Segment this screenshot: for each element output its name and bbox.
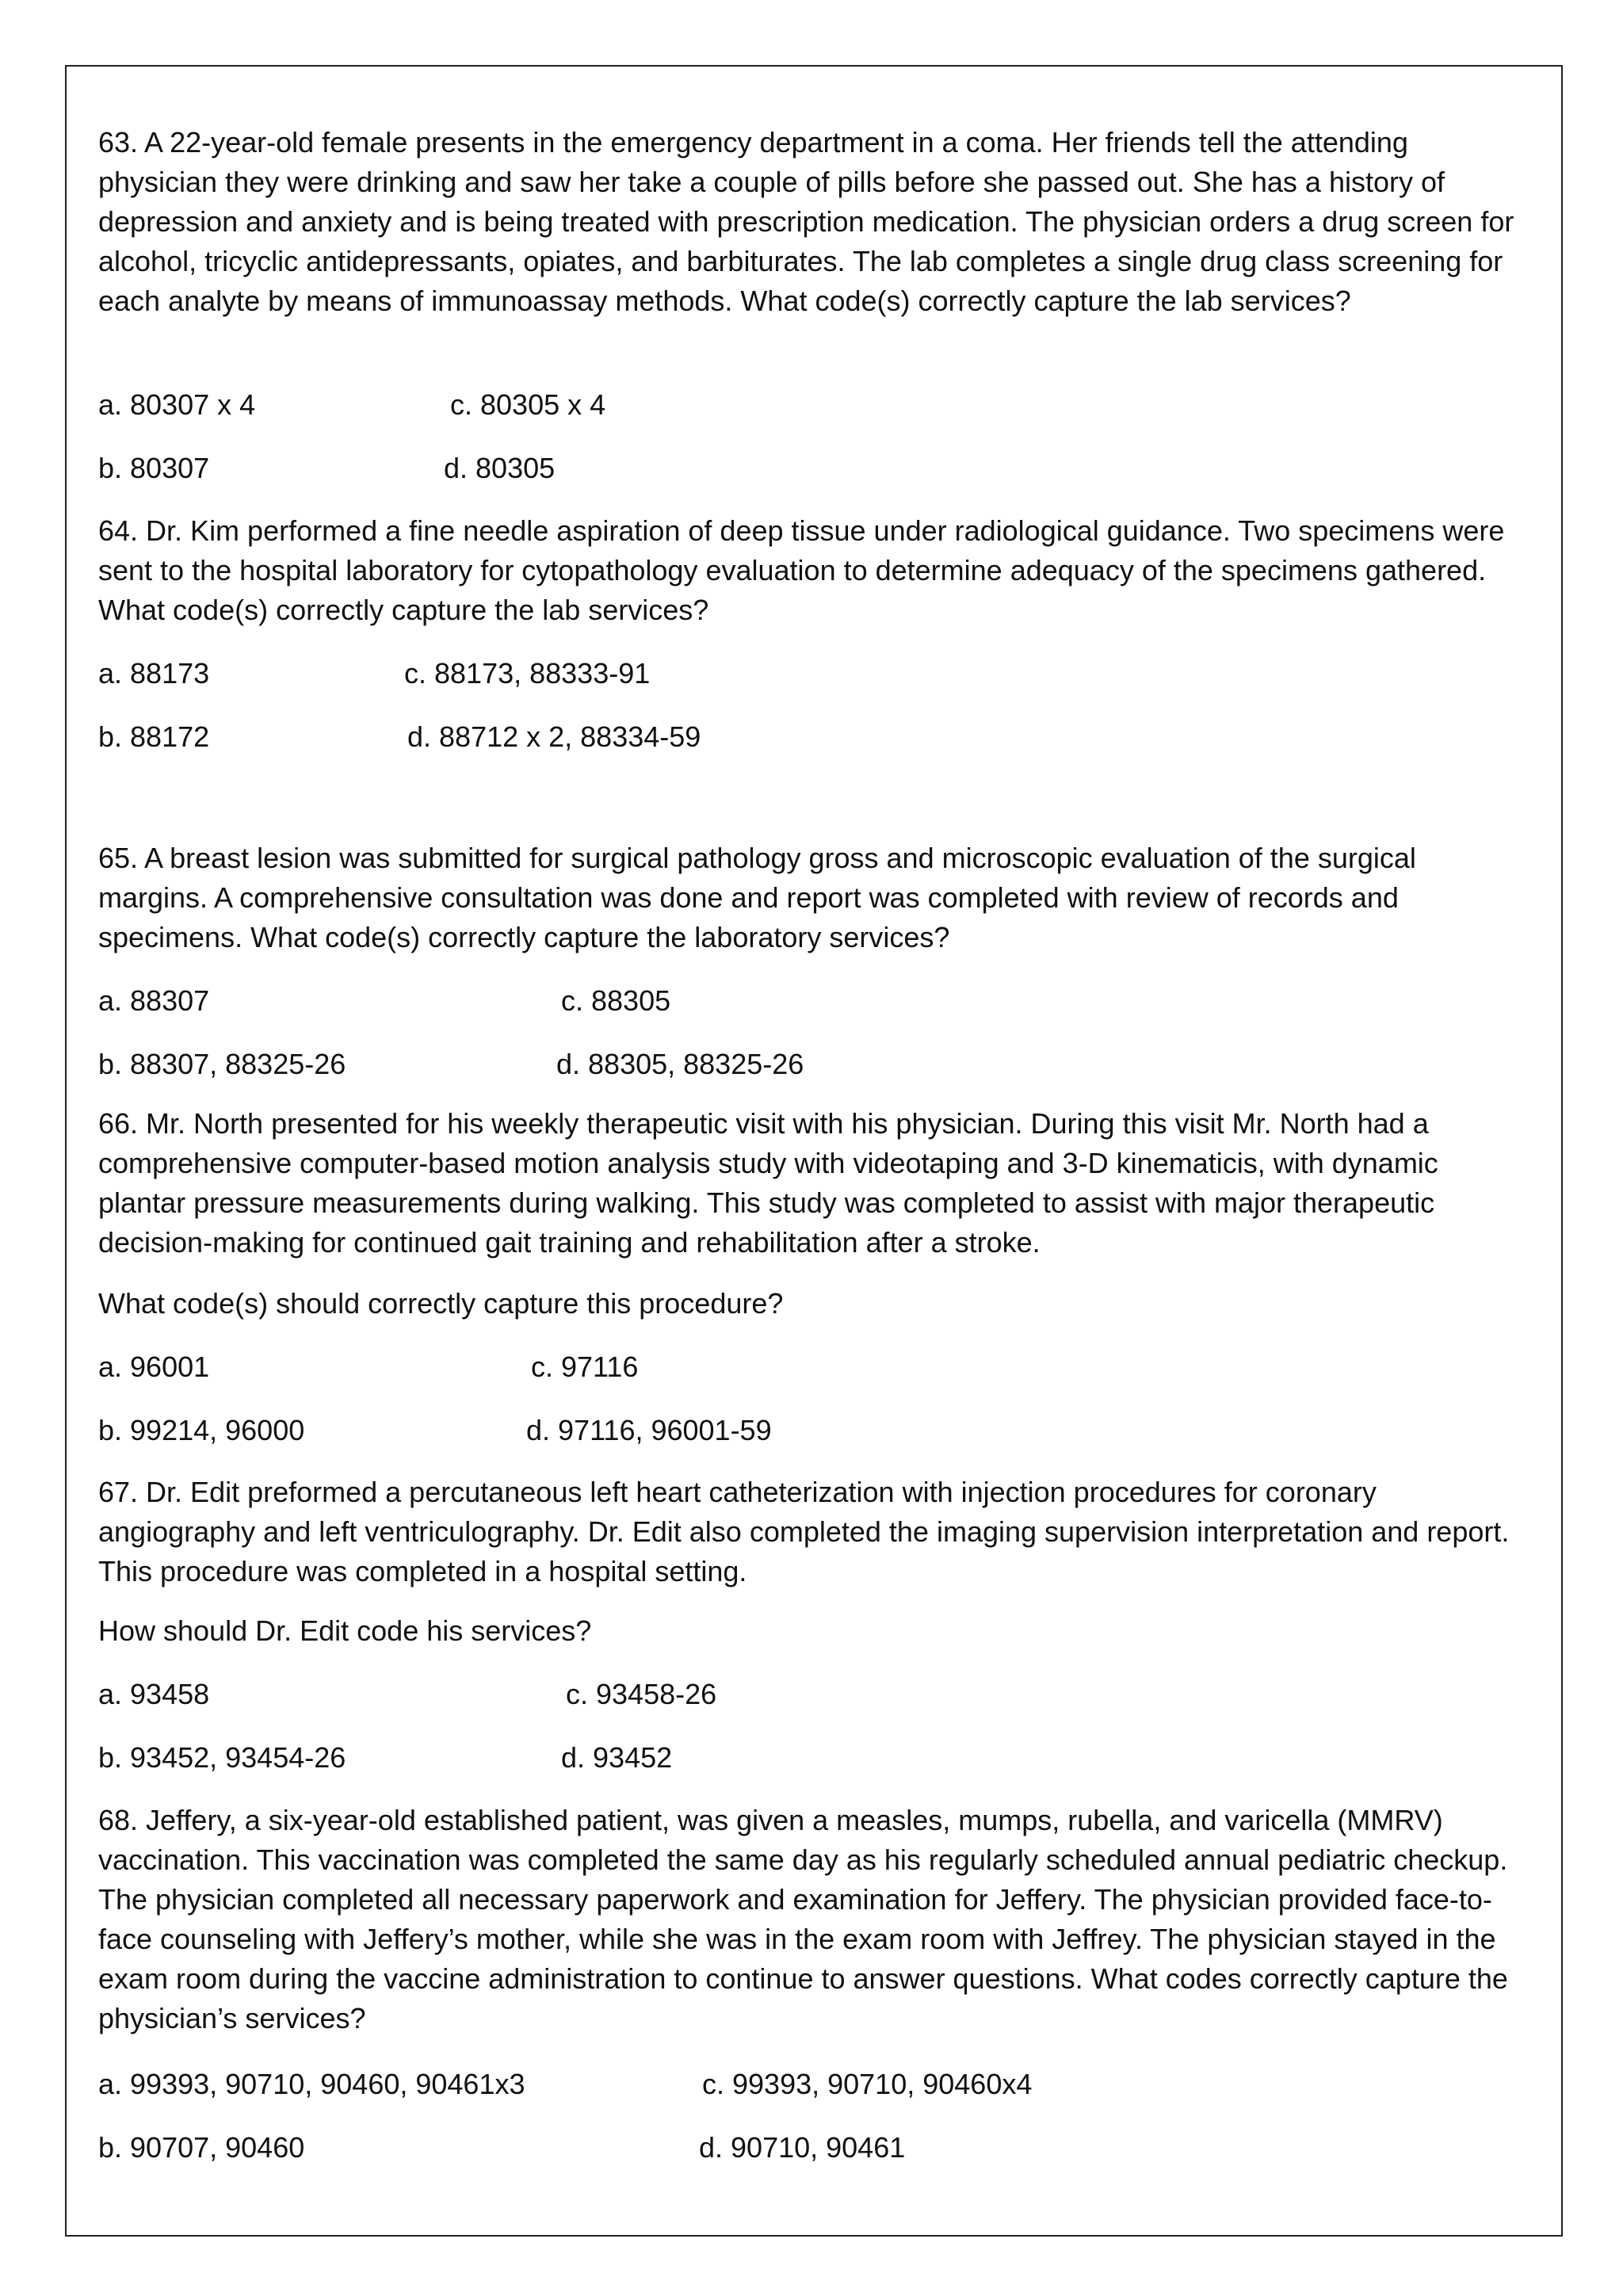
question-66-option-c: c. 97116 <box>531 1350 639 1383</box>
question-66-option-a: a. 96001 <box>98 1350 210 1383</box>
question-66-prompt: What code(s) should correctly capture this procedure? <box>98 1287 784 1320</box>
question-63-option-a: a. 80307 x 4 <box>98 388 256 421</box>
question-67-stem: 67. Dr. Edit preformed a percutaneous left heart catheterization with injection procedures for coronary angiography and left ventriculography. Dr. Edit also completed the imaging supervision interpretation and report. This procedure was completed in a hospital setting. <box>98 1476 1510 1587</box>
question-63-stem: 63. A 22-year-old female presents in the emergency department in a coma. Her friends tell the attending physician they were drinking and saw her take a couple of pills before she passed out. She has a history of depression and anxiety and is being treated with prescription medication. The physician orders a drug screen for alcohol, tricyclic antidepressants, opiates, and barbiturates. The lab completes a single drug class screening for each analyte by means of immunoassay methods. What code(s) correctly capture the lab services? <box>98 126 1514 317</box>
question-67-option-c: c. 93458-26 <box>566 1678 717 1710</box>
question-65-option-d: d. 88305, 88325-26 <box>556 1048 804 1080</box>
question-64-option-b: b. 88172 <box>98 720 210 753</box>
question-65-option-c: c. 88305 <box>561 984 671 1017</box>
question-68-option-d: d. 90710, 90461 <box>699 2131 906 2164</box>
question-67-option-d: d. 93452 <box>561 1741 673 1774</box>
question-64-option-a: a. 88173 <box>98 657 210 690</box>
question-64-stem: 64. Dr. Kim performed a fine needle aspiration of deep tissue under radiological guidance. Two specimens were sent to the hospital laboratory for cytopathology evaluation to determine adequacy of the specimens gathered. What code(s) correctly capture the lab services? <box>98 514 1505 626</box>
question-65-option-a: a. 88307 <box>98 984 210 1017</box>
question-63-option-b: b. 80307 <box>98 452 210 484</box>
question-68-option-a: a. 99393, 90710, 90460, 90461x3 <box>98 2068 525 2100</box>
question-64-option-c: c. 88173, 88333-91 <box>404 657 651 690</box>
question-63-option-d: d. 80305 <box>444 452 556 484</box>
question-64-option-d: d. 88712 x 2, 88334-59 <box>407 720 701 753</box>
question-67-prompt: How should Dr. Edit code his services? <box>98 1614 592 1647</box>
question-67-option-b: b. 93452, 93454-26 <box>98 1741 346 1774</box>
question-68-stem: 68. Jeffery, a six-year-old established patient, was given a measles, mumps, rubella, and varicella (MMRV) vaccination. This vaccination was completed the same day as his regularly scheduled annual pediatric checkup. The physician completed all necessary paperwork and examination for Jeffery. The physician provided face-to-face counseling with Jeffery’s mother, while she was in the exam room with Jeffrey. The physician stayed in the exam room during the vaccine administration to continue to answer questions. What codes correctly capture the physician’s services? <box>98 1804 1508 2034</box>
question-66-option-d: d. 97116, 96001-59 <box>526 1414 772 1446</box>
question-68-option-c: c. 99393, 90710, 90460x4 <box>702 2068 1033 2100</box>
question-66-option-b: b. 99214, 96000 <box>98 1414 305 1446</box>
question-66-stem: 66. Mr. North presented for his weekly therapeutic visit with his physician. During this visit Mr. North had a comprehensive computer-based motion analysis study with videotaping and 3-D kinematicis, with dynamic plantar pressure measurements during walking. This study was completed to assist with major therapeutic decision-making for continued gait training and rehabilitation after a stroke. <box>98 1107 1438 1259</box>
question-68-option-b: b. 90707, 90460 <box>98 2131 305 2164</box>
question-67-option-a: a. 93458 <box>98 1678 210 1710</box>
question-65-option-b: b. 88307, 88325-26 <box>98 1048 346 1080</box>
question-63-option-c: c. 80305 x 4 <box>450 388 606 421</box>
question-65-stem: 65. A breast lesion was submitted for surgical pathology gross and microscopic evaluation of the surgical margins. A comprehensive consultation was done and report was completed with review of records and specimens. What code(s) correctly capture the laboratory services? <box>98 842 1416 953</box>
